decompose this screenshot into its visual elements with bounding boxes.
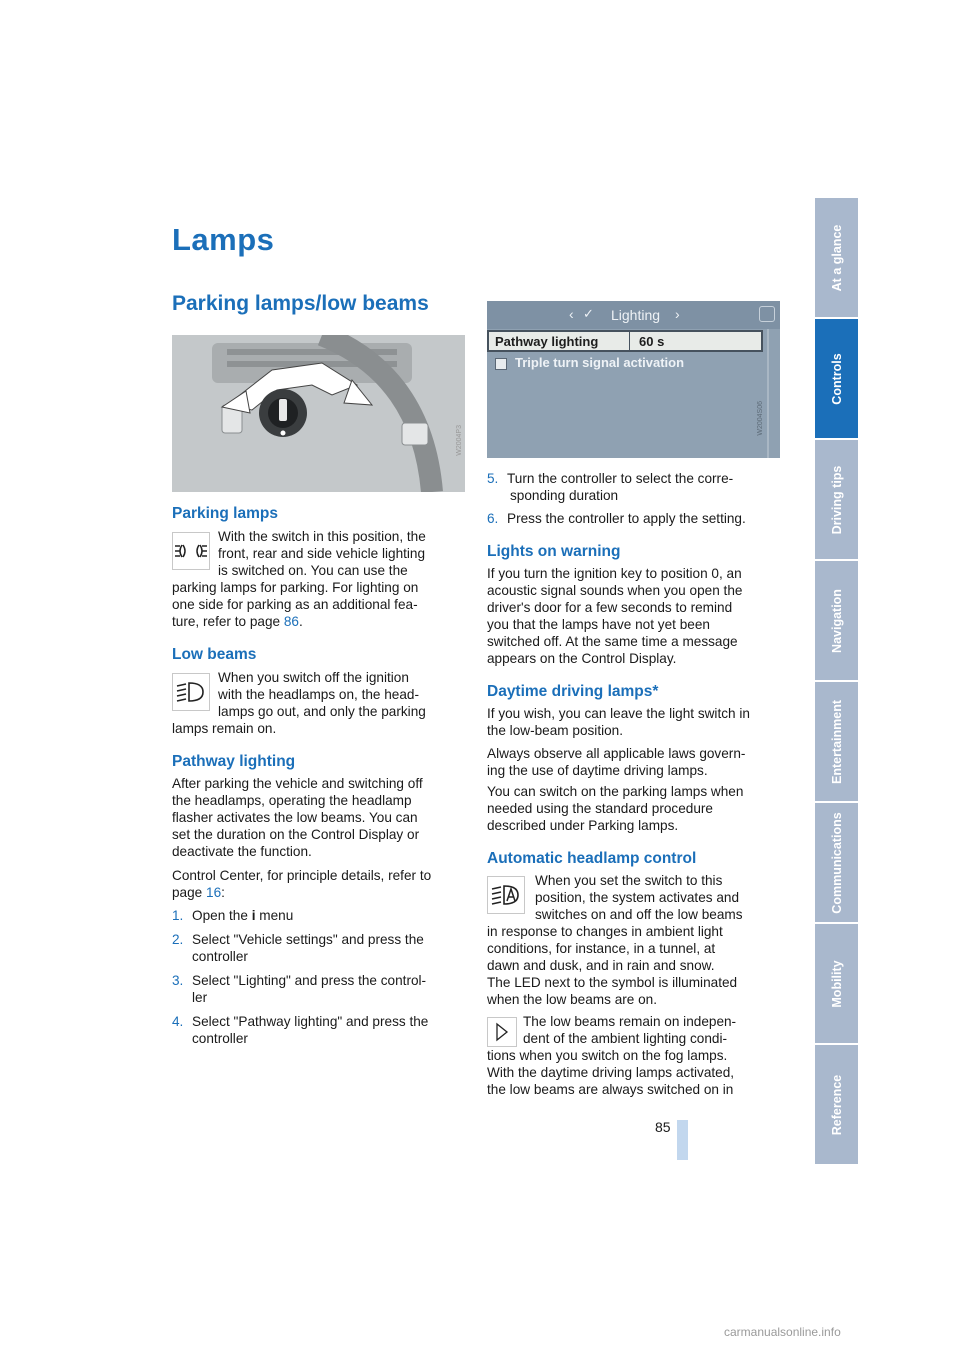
parking-lamps-line-5: one side for parking as an additional fea-: [172, 597, 418, 612]
pathway-p1-line-2: the headlamps, operating the headlamp: [172, 793, 412, 808]
step-6: [487, 510, 746, 527]
screen-row-divider: [629, 332, 630, 350]
auto-heading: Automatic headlamp control: [487, 850, 697, 867]
screen-left-arrow[interactable]: ‹: [569, 306, 574, 322]
lights-on-line-6: appears on the Control Display.: [487, 651, 677, 666]
pathway-p1-line-5: deactivate the function.: [172, 844, 312, 859]
chapter-sidebar: [815, 198, 858, 1166]
note-line-1: The low beams remain on indepen-: [523, 1014, 737, 1029]
tab-entertainment[interactable]: [815, 682, 858, 801]
low-beams-line-3: lamps go out, and only the parking: [218, 704, 426, 719]
pathway-p1-line-3: flasher activates the low beams. You can: [172, 810, 418, 825]
step-1: [172, 907, 293, 924]
tab-label: Controls: [829, 352, 844, 405]
tab-label: At a glance: [829, 224, 844, 291]
daytime-p3-line-2: needed using the standard procedure: [487, 801, 713, 816]
step-2: [172, 931, 424, 948]
tab-mobility[interactable]: [815, 924, 858, 1043]
checkbox-icon[interactable]: [495, 358, 507, 370]
tab-navigation[interactable]: [815, 561, 858, 680]
step-4: [172, 1013, 428, 1030]
screen-row-pathway[interactable]: [487, 330, 763, 352]
pathway-p1-line-1: After parking the vehicle and switching off: [172, 776, 423, 791]
note-line-3: tions when you switch on the fog lamps.: [487, 1048, 728, 1063]
parking-lamps-line-3: is switched on. You can use the: [218, 563, 408, 578]
lights-on-line-4: you that the lamps have not yet been: [487, 617, 710, 632]
lights-on-line-5: switched off. At the same time a message: [487, 634, 738, 649]
low-beams-line-2: with the headlamps on, the head-: [218, 687, 420, 702]
low-beams-line-1: When you switch off the ignition: [218, 670, 409, 685]
step-3-number: 3.: [172, 973, 184, 988]
auto-headlamp-icon: [487, 876, 525, 914]
parking-lamps-line-4: parking lamps for parking. For lighting on: [172, 580, 419, 595]
watermark: carmanualsonline.info: [724, 1325, 841, 1339]
screen-row2-label: Triple turn signal activation: [515, 355, 685, 370]
screen-header: Lighting: [611, 307, 661, 323]
tab-at-a-glance[interactable]: [815, 198, 858, 317]
daytime-p2-line-1: Always observe all applicable laws govern-: [487, 746, 746, 761]
daytime-p2-line-2: ing the use of daytime driving lamps.: [487, 763, 708, 778]
auto-line-8: when the low beams are on.: [487, 992, 658, 1007]
section-title: Parking lamps/low beams: [172, 292, 429, 315]
step-5-number: 5.: [487, 471, 499, 486]
lights-on-line-3: driver's door for a few seconds to remind: [487, 600, 733, 615]
info-icon: i: [251, 908, 256, 923]
step-6-text-a: Press the controller to apply the setting.: [507, 511, 746, 526]
page-number-bar: [677, 1120, 688, 1160]
page-title: Lamps: [172, 222, 275, 257]
auto-line-7: The LED next to the symbol is illuminated: [487, 975, 738, 990]
screen-code: W2004S06: [757, 401, 764, 436]
light-switch-illustration: [172, 335, 465, 492]
low-beams-heading: Low beams: [172, 646, 257, 663]
daytime-p1-line-1: If you wish, you can leave the light switch in: [487, 706, 750, 721]
daytime-heading: Daytime driving lamps*: [487, 683, 659, 700]
step-3-text-a: Select "Lighting" and press the control-: [192, 973, 427, 988]
low-beams-line-4: lamps remain on.: [172, 721, 277, 736]
step-2-text-a: Select "Vehicle settings" and press the: [192, 932, 424, 947]
parking-lamps-line-6a: ture, refer to page: [172, 614, 284, 629]
tab-controls[interactable]: [815, 319, 858, 438]
pathway-heading: Pathway lighting: [172, 753, 296, 770]
light-switch-photo: [172, 335, 465, 492]
screen-scrollbar: [767, 329, 769, 458]
parking-lamps-heading: Parking lamps: [172, 505, 278, 522]
auto-line-4: in response to changes in ambient light: [487, 924, 723, 939]
step-5-text-c: sponding duration: [510, 488, 619, 503]
tab-communications[interactable]: [815, 803, 858, 922]
step-6-number: 6.: [487, 511, 499, 526]
parking-lamps-line-6b: .: [298, 614, 303, 629]
daytime-p3-line-3: described under Parking lamps.: [487, 818, 679, 833]
page-number: 85: [655, 1119, 671, 1135]
step-2-number: 2.: [172, 932, 184, 947]
pathway-p2-line-2a: page: [172, 885, 207, 900]
tab-driving-tips[interactable]: [815, 440, 858, 559]
step-4-number: 4.: [172, 1014, 184, 1029]
tab-label: Mobility: [829, 959, 844, 1008]
screen-right-arrow[interactable]: ›: [675, 306, 680, 322]
screen-row1-label: Pathway lighting: [495, 334, 599, 349]
step-1-text-a: Open the: [192, 908, 252, 923]
parking-lamps-line-1: With the switch in this position, the: [218, 529, 426, 544]
step-4-text-a: Select "Pathway lighting" and press the: [192, 1014, 429, 1029]
screen-row1-value: 60 s: [639, 334, 665, 349]
photo-code: W2004P3: [456, 425, 463, 456]
control-display-screen: [487, 301, 780, 458]
note-arrow-icon: [487, 1017, 517, 1047]
auto-line-6: dawn and dusk, and in rain and snow.: [487, 958, 715, 973]
lights-on-heading: Lights on warning: [487, 543, 621, 560]
note-line-2: dent of the ambient lighting condi-: [523, 1031, 728, 1046]
note-line-5: the low beams are always switched on in: [487, 1082, 734, 1097]
daytime-p1-line-2: the low-beam position.: [487, 723, 624, 738]
auto-line-1: When you set the switch to this: [535, 873, 723, 888]
tab-label: Driving tips: [829, 465, 844, 534]
pathway-p2-line-2b: :: [221, 885, 225, 900]
step-3: [172, 972, 426, 989]
low-beam-icon: [172, 673, 210, 711]
step-5-text-a: Turn the controller to select the corre-: [507, 471, 734, 486]
tab-label: Reference: [829, 1074, 844, 1135]
daytime-p3-line-1: You can switch on the parking lamps when: [487, 784, 744, 799]
auto-line-5: conditions, for instance, in a tunnel, at: [487, 941, 716, 956]
step-1-text-b: menu: [255, 908, 294, 923]
parking-lamps-line-6: [172, 613, 303, 630]
tab-label: Communications: [829, 811, 844, 914]
checkmark-icon: ✓: [583, 306, 594, 321]
tab-label: Entertainment: [829, 699, 844, 784]
screen-scroll-icon: [759, 306, 775, 322]
auto-line-2: position, the system activates and: [535, 890, 740, 905]
auto-line-3: switches on and off the low beams: [535, 907, 743, 922]
page-86-link[interactable]: 86: [283, 614, 299, 629]
step-1-number: 1.: [172, 908, 184, 923]
page-16-link[interactable]: 16: [206, 885, 222, 900]
pathway-p2-line-2: [172, 884, 225, 901]
tab-label: Navigation: [829, 588, 844, 653]
lights-on-line-2: acoustic signal sounds when you open the: [487, 583, 743, 598]
tab-reference[interactable]: [815, 1045, 858, 1164]
step-4-text-c: controller: [192, 1031, 248, 1046]
lights-on-line-1: If you turn the ignition key to position 0, an: [487, 566, 742, 581]
step-2-text-c: controller: [192, 949, 248, 964]
pathway-p2-line-1: Control Center, for principle details, refer to: [172, 868, 432, 883]
step-3-text-c: ler: [192, 990, 208, 1005]
step-5: [487, 470, 733, 487]
parking-lamps-line-2: front, rear and side vehicle lighting: [218, 546, 426, 561]
note-line-4: With the daytime driving lamps activated,: [487, 1065, 735, 1080]
pathway-p1-line-4: set the duration on the Control Display or: [172, 827, 420, 842]
parking-lamp-icon: [172, 532, 210, 570]
